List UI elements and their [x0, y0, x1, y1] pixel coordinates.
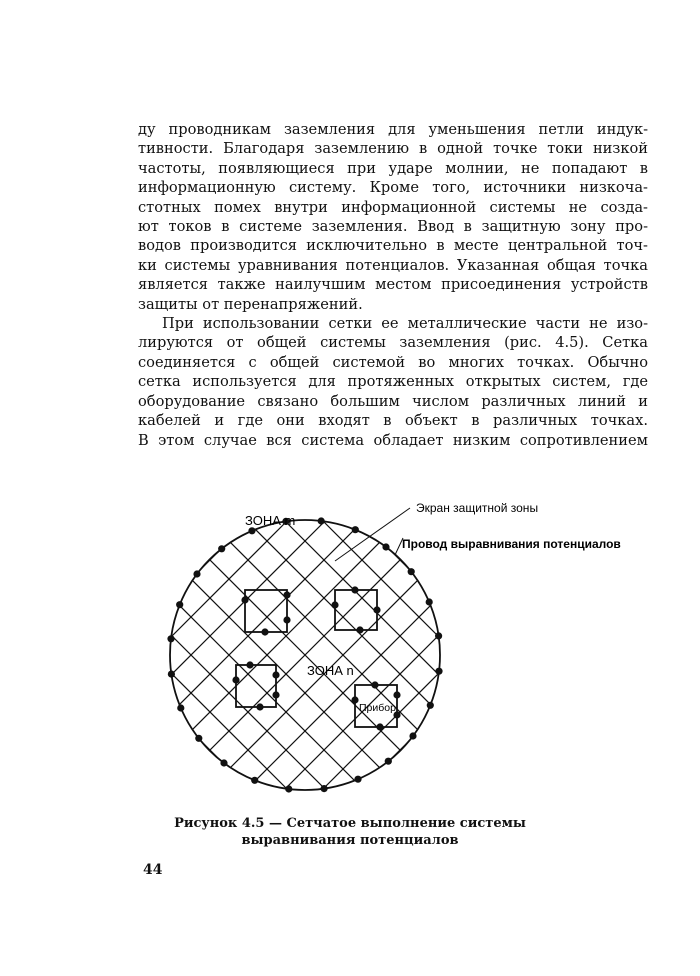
connection-dot: [248, 527, 255, 534]
connection-dot: [351, 696, 358, 703]
mesh-line: [339, 480, 650, 800]
connection-dot: [393, 691, 400, 698]
connection-dot: [167, 635, 174, 642]
connection-dot: [409, 732, 416, 739]
mesh-line: [150, 480, 499, 800]
connection-dot: [168, 671, 175, 678]
connection-dot: [177, 704, 184, 711]
text-line: В этом случае вся система обладает низким сопротивлением: [138, 431, 648, 449]
mesh-line: [150, 480, 461, 800]
connection-dot: [220, 759, 227, 766]
connection-dot: [435, 632, 442, 639]
equipment-box: [335, 590, 377, 630]
text-line: частоты, появляющиеся при ударе молнии, не попадают в: [138, 159, 648, 177]
connection-dot: [218, 545, 225, 552]
text-line: защиты от перенапряжений.: [138, 295, 363, 313]
leader-line-screen: [335, 508, 410, 561]
connection-dot: [354, 776, 361, 783]
page-number: 44: [143, 862, 163, 878]
mesh-line: [263, 480, 650, 800]
connection-dot: [256, 703, 263, 710]
connection-dot: [176, 601, 183, 608]
text-line: информационную систему. Кроме того, источники низкоча-: [138, 179, 648, 197]
connection-dot: [283, 591, 290, 598]
connection-dot: [351, 586, 358, 593]
zone-n-label: ЗОНА n: [307, 663, 354, 678]
connection-dot: [408, 568, 415, 575]
caption-line: выравнивания потенциалов: [241, 833, 459, 848]
connection-dot: [285, 785, 292, 792]
connection-dot: [283, 616, 290, 623]
text-line: водов производится исключительно в месте центральной точ-: [138, 237, 648, 255]
caption-line: Рисунок 4.5 — Сетчатое выполнение системы: [174, 816, 526, 831]
equipment-box: [245, 590, 287, 632]
text-line: лируются от общей системы заземления (рис. 4.5). Сетка: [138, 334, 648, 352]
figure-caption: [150, 815, 550, 849]
connection-dot: [426, 598, 433, 605]
body-text: [138, 120, 648, 450]
connection-dot: [241, 596, 248, 603]
text-line: кабелей и где они входят в объект в различных точках.: [138, 412, 648, 430]
text-line: стотных помех внутри информационной системы не созда-: [138, 198, 648, 216]
text-line: сетка используется для протяженных открытых систем, где: [138, 373, 648, 391]
equipment-box: [236, 665, 276, 707]
connection-dot: [195, 735, 202, 742]
connection-dot: [385, 758, 392, 765]
connection-dot: [373, 606, 380, 613]
connection-dot: [272, 671, 279, 678]
connection-dot: [382, 543, 389, 550]
zone-m-label: ЗОНА m: [245, 513, 296, 528]
connection-dot: [272, 691, 279, 698]
text-line: ду проводникам заземления для уменьшения петли индук-: [138, 121, 648, 138]
mesh-line: [187, 480, 650, 800]
text-line: ют токов в системе заземления. Ввод в защитную зону про-: [138, 218, 648, 236]
mesh-line: [150, 480, 537, 800]
connection-dot: [193, 570, 200, 577]
text-line: оборудование связано большим числом различных линий и: [138, 392, 648, 410]
wire-label: Провод выравнивания потенциалов: [402, 537, 621, 551]
text-line: является также наилучшим местом присоединения устройств: [138, 276, 648, 294]
connection-dot: [246, 661, 253, 668]
connection-dot: [321, 785, 328, 792]
connection-dot: [232, 676, 239, 683]
connection-dot: [356, 626, 363, 633]
mesh-line: [187, 480, 650, 800]
connection-dot: [261, 628, 268, 635]
connection-dot: [331, 601, 338, 608]
text-line: соединяется с общей системой во многих точках. Обычно: [138, 353, 648, 371]
mesh-line: [263, 480, 650, 800]
text-line: тивности. Благодаря заземлению в одной точке токи низкой: [138, 140, 648, 158]
mesh-line: [339, 480, 650, 800]
text-line: При использовании сетки ее металлические части не изо-: [162, 315, 648, 333]
connection-dot: [352, 526, 359, 533]
text-line: ки системы уравнивания потенциалов. Указанная общая точка: [138, 256, 648, 274]
connection-dot: [318, 517, 325, 524]
figure-4-5: [150, 480, 650, 800]
mesh-line: [150, 480, 461, 800]
mesh-diagram: [150, 480, 650, 800]
connection-dot: [376, 723, 383, 730]
mesh-line: [150, 480, 537, 800]
screen-label: Экран защитной зоны: [416, 501, 539, 515]
mesh-line: [150, 480, 499, 800]
device-label: Прибор: [359, 702, 396, 714]
connection-dot: [435, 668, 442, 675]
connection-dot: [371, 681, 378, 688]
connection-dot: [427, 702, 434, 709]
connection-dot: [251, 777, 258, 784]
